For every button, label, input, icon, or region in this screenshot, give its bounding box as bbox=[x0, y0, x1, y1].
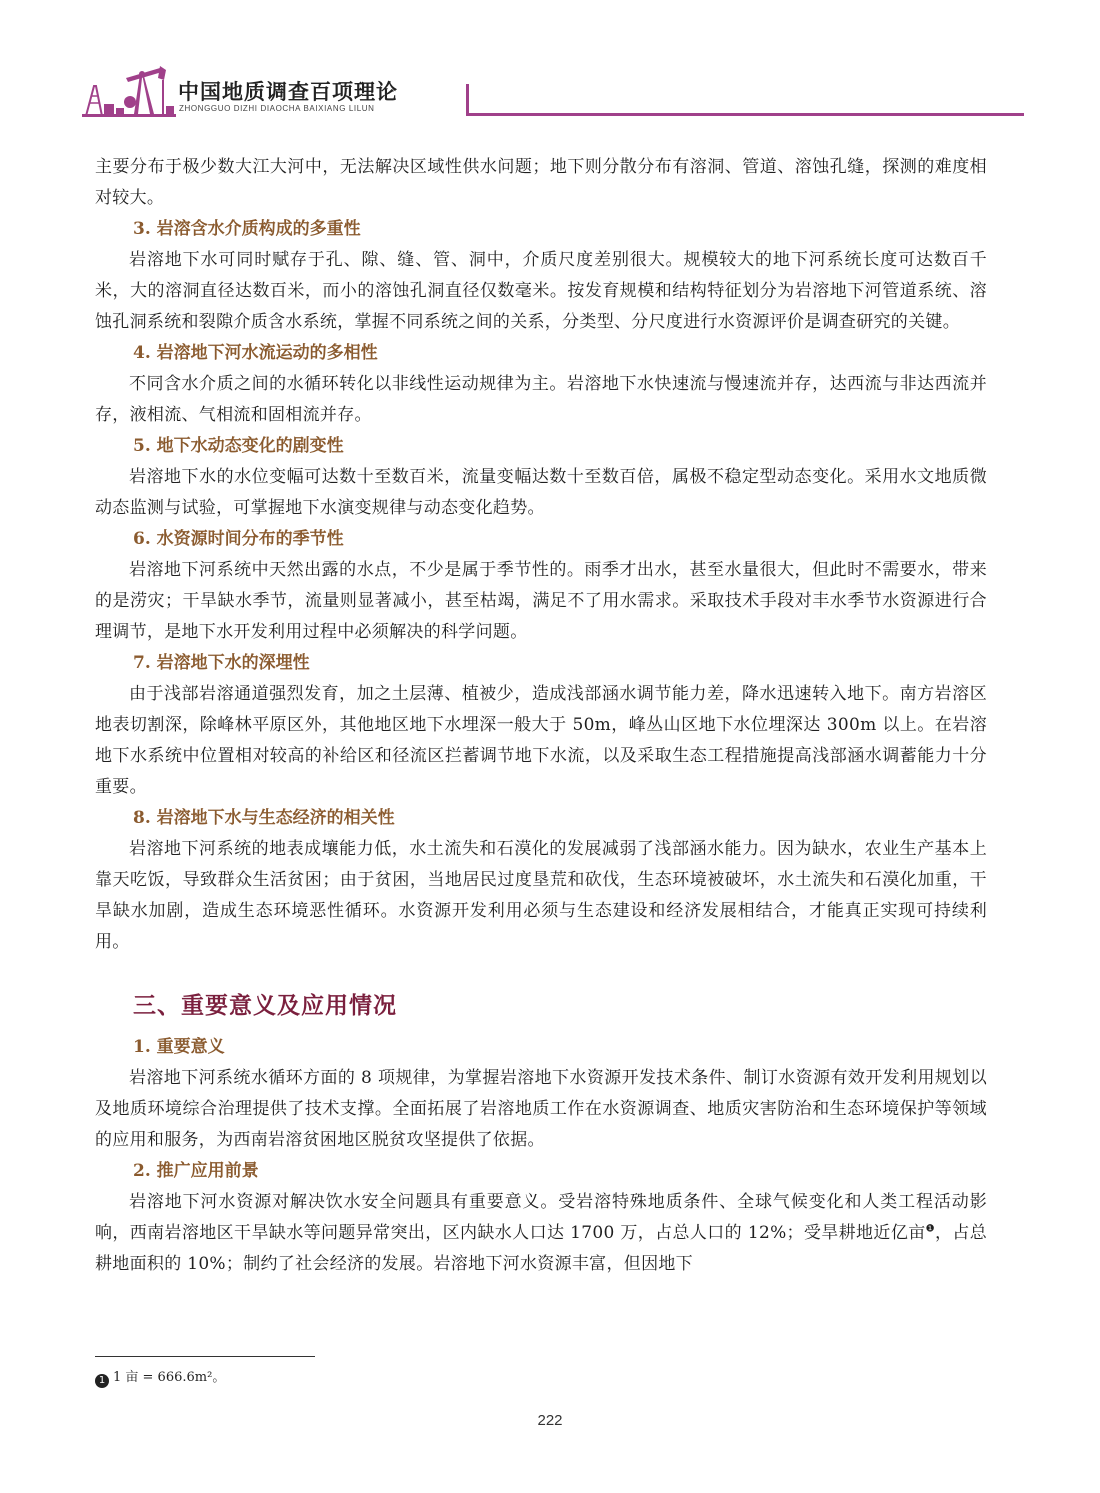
subsection-heading: 3. 岩溶含水介质构成的多重性 bbox=[133, 219, 361, 239]
subsection-heading: 1. 重要意义 bbox=[133, 1037, 225, 1057]
subsection-heading: 2. 推广应用前景 bbox=[133, 1161, 259, 1181]
header-rule bbox=[466, 113, 1024, 116]
body-paragraph: 岩溶地下河系统水循环方面的 8 项规律，为掌握岩溶地下水资源开发技术条件、制订水资源有效开发利用规划以及地质环境综合治理提供了技术支撑。全面拓展了岩溶地质工作在水资源调查、地质灾害防治和生态环境保护等领域的应用和服务，为西南岩溶贫困地区脱贫攻坚提供了依据。 bbox=[95, 1068, 987, 1150]
subsection-heading: 7. 岩溶地下水的深埋性 bbox=[133, 653, 310, 673]
body-paragraph: 不同含水介质之间的水循环转化以非线性运动规律为主。岩溶地下水快速流与慢速流并存，达西流与非达西流并存，液相流、气相流和固相流并存。 bbox=[95, 374, 987, 425]
subsection-heading: 4. 岩溶地下河水流运动的多相性 bbox=[133, 343, 378, 363]
subsection-heading: 5. 地下水动态变化的剧变性 bbox=[133, 436, 344, 456]
page-body bbox=[95, 152, 987, 1280]
body-paragraph: 岩溶地下水的水位变幅可达数十至数百米，流量变幅达数十至数百倍，属极不稳定型动态变化。采用水文地质微动态监测与试验，可掌握地下水演变规律与动态变化趋势。 bbox=[95, 467, 987, 518]
subsection-heading: 8. 岩溶地下水与生态经济的相关性 bbox=[133, 808, 395, 828]
header-accent-bar bbox=[466, 84, 469, 114]
body-paragraph: 主要分布于极少数大江大河中，无法解决区域性供水问题；地下则分散分布有溶洞、管道、溶蚀孔缝，探测的难度相对较大。 bbox=[95, 157, 987, 208]
footnote-rule bbox=[95, 1356, 315, 1357]
footnote-reference: ❶ bbox=[925, 1223, 935, 1235]
page-number: 222 bbox=[537, 1412, 563, 1429]
body-paragraph: 由于浅部岩溶通道强烈发育，加之土层薄、植被少，造成浅部涵水调节能力差，降水迅速转入地下。南方岩溶区地表切割深，除峰林平原区外，其他地区地下水埋深一般大于 50m，峰丛山区地下水位埋深达 300m 以上。在岩溶地下水系统中位置相对较高的补给区和径流区拦蓄调节地下水流，以及采取生态工程措施提高浅部涵水调蓄能力十分重要。 bbox=[95, 684, 987, 797]
section-heading: 三、重要意义及应用情况 bbox=[133, 993, 397, 1019]
body-paragraph bbox=[95, 1187, 987, 1280]
body-paragraph: 岩溶地下河系统的地表成壤能力低，水土流失和石漠化的发展减弱了浅部涵水能力。因为缺水，农业生产基本上靠天吃饭，导致群众生活贫困；由于贫困，当地居民过度垦荒和砍伐，生态环境被破坏，水土流失和石漠化加重，干旱缺水加剧，造成生态环境恶性循环。水资源开发利用必须与生态建设和经济发展相结合，才能真正实现可持续利用。 bbox=[95, 839, 987, 952]
body-paragraph: 岩溶地下水可同时赋存于孔、隙、缝、管、洞中，介质尺度差别很大。规模较大的地下河系统长度可达数百千米，大的溶洞直径达数百米，而小的溶蚀孔洞直径仅数毫米。按发育规模和结构特征划分为岩溶地下河管道系统、溶蚀孔洞系统和裂隙介质含水系统，掌握不同系统之间的关系，分类型、分尺度进行水资源评价是调查研究的关键。 bbox=[95, 250, 987, 332]
book-series-title: 中国地质调查百项理论 bbox=[178, 80, 398, 104]
body-paragraph: 岩溶地下河系统中天然出露的水点，不少是属于季节性的。雨季才出水，甚至水量很大，但此时不需要水，带来的是涝灾；干旱缺水季节，流量则显著减小，甚至枯竭，满足不了用水需求。采取技术手段对丰水季节水资源进行合理调节，是地下水开发利用过程中必须解决的科学问题。 bbox=[95, 560, 987, 642]
oil-pump-silhouette-icon bbox=[80, 58, 178, 118]
footnote-text: 1 亩 = 666.6m²。 bbox=[113, 1370, 226, 1385]
book-series-subtitle: ZHONGGUO DIZHI DIAOCHA BAIXIANG LILUN bbox=[179, 104, 375, 113]
subsection-heading: 6. 水资源时间分布的季节性 bbox=[133, 529, 344, 549]
footnote-marker: 1 bbox=[95, 1374, 109, 1388]
paragraph-text: 岩溶地下河水资源对解决饮水安全问题具有重要意义。受岩溶特殊地质条件、全球气候变化和人类工程活动影响，西南岩溶地区干旱缺水等问题异常突出，区内缺水人口达 1700 万，占总人口的 12%；受旱耕地近亿亩 bbox=[95, 1192, 987, 1243]
footnote bbox=[95, 1366, 225, 1388]
paragraph-text: ，占总耕地面积的 10%；制约了社会经济的发展。岩溶地下河水资源丰富，但因地下 bbox=[95, 1223, 988, 1274]
page-header bbox=[80, 58, 1020, 122]
